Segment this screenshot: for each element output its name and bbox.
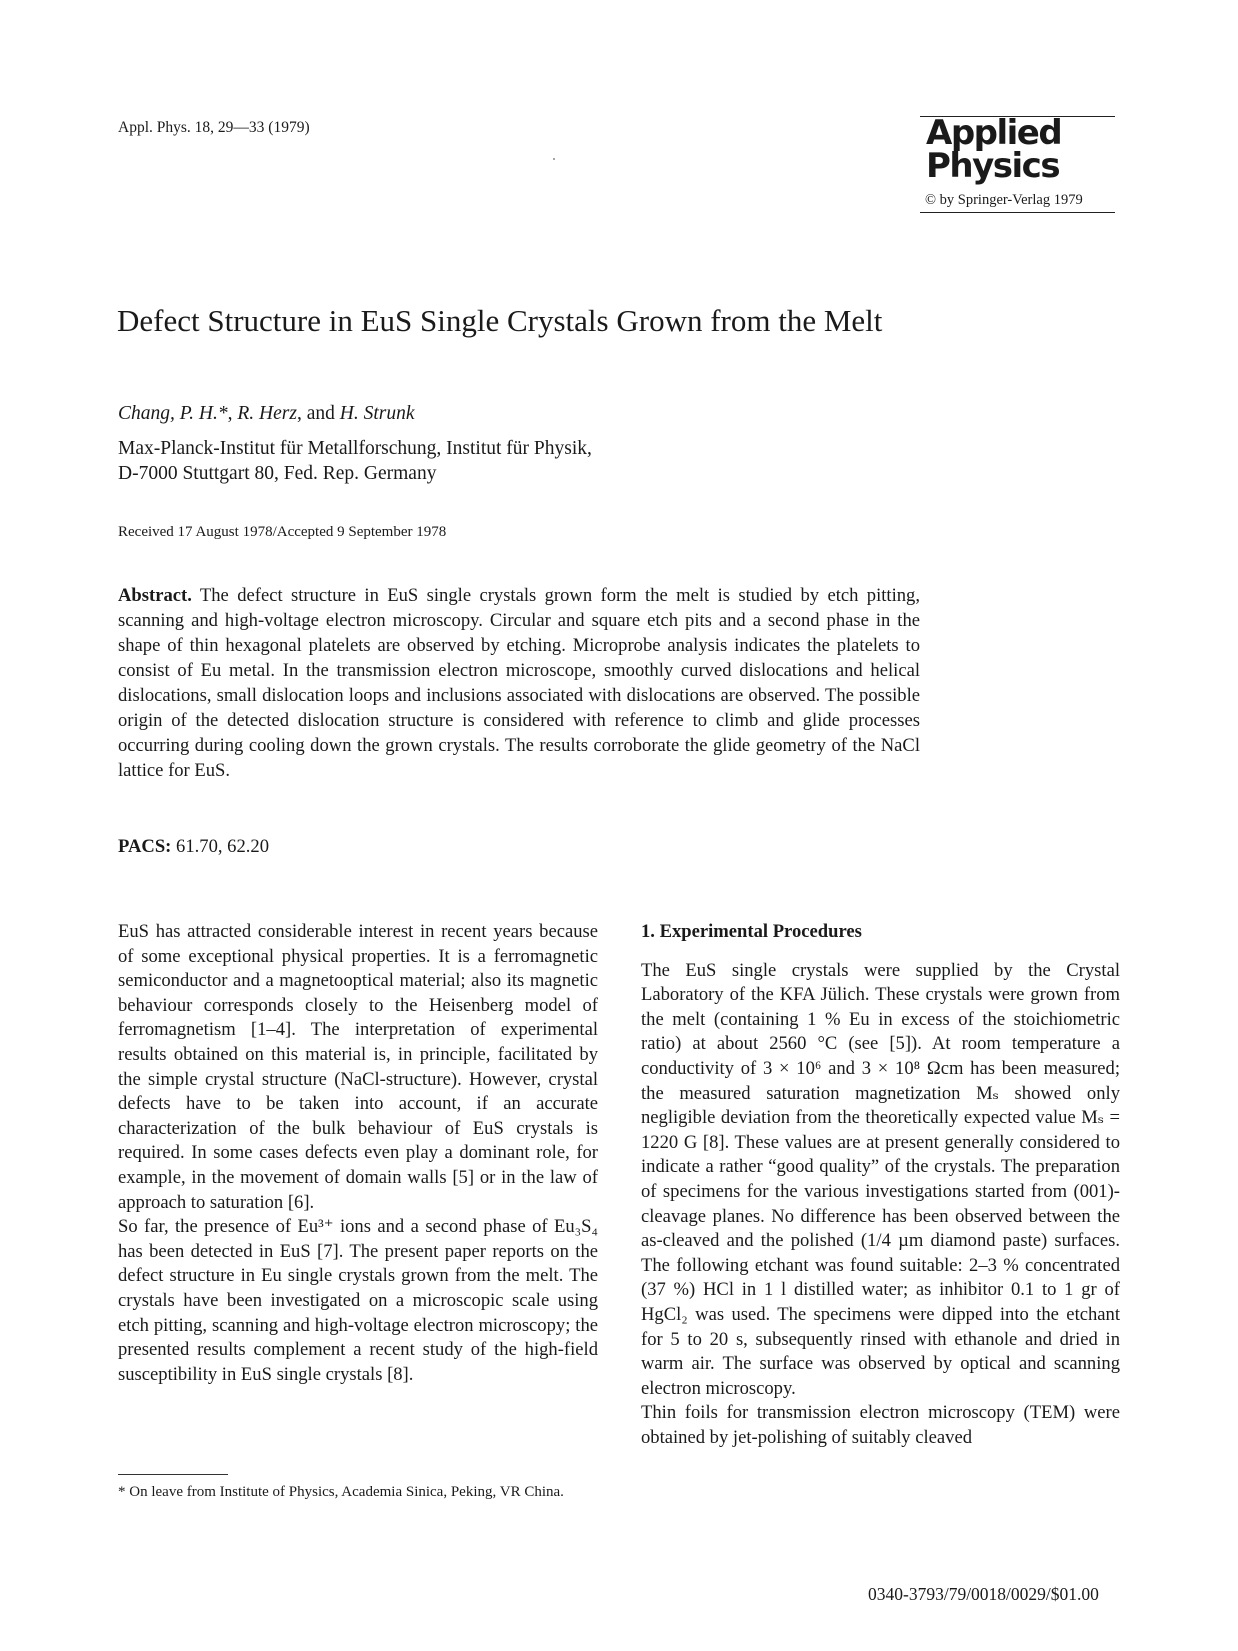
- abstract: [118, 583, 920, 783]
- article-code: 0340-3793/79/0018/0029/$01.00: [868, 1584, 1099, 1604]
- affiliation: [118, 436, 592, 486]
- article-title: Defect Structure in EuS Single Crystals Grown from the Melt: [117, 303, 883, 338]
- abstract-label: Abstract.: [118, 585, 192, 606]
- author-2: R. Herz: [237, 403, 297, 424]
- logo-bottom-rule: [920, 212, 1115, 213]
- intro-paragraph-2: So far, the presence of Eu³⁺ ions and a second phase of Eu₃S₄ has been detected in EuS [7]. The present paper reports on the defect structure in Eu single crystals grown from the melt. The crystals have been investigated on a microscopic scale using etch pitting, scanning and high-voltage electron microscopy; the presented results complement a recent study of the high-field susceptibility in EuS single crystals [8].: [118, 1216, 598, 1385]
- author-1: Chang, P. H.*: [118, 403, 228, 424]
- logo-copyright: © by Springer-Verlag 1979: [925, 192, 1083, 208]
- scan-speck: [553, 158, 555, 160]
- affiliation-line-2: D-7000 Stuttgart 80, Fed. Rep. Germany: [118, 463, 437, 484]
- methods-paragraph-2: Thin foils for transmission electron microscopy (TEM) were obtained by jet-polishing of suitably cleaved: [641, 1402, 1120, 1448]
- footnote-rule: [118, 1474, 228, 1475]
- abstract-text: The defect structure in EuS single crystals grown form the melt is studied by etch pitting, scanning and high-voltage electron microscopy. Circular and square etch pits and a second phase in the shape of thin hexagonal platelets are observed by etching. Microprobe analysis indicates the platelets to consist of Eu metal. In the transmission electron microscope, smoothly curved dislocations and helical dislocations, small dislocation loops and inclusions associated with dislocations are observed. The possible origin of the detected dislocation structure is considered with reference to climb and glide processes occurring during cooling down the grown crystals. The results corroborate the glide geometry of the NaCl lattice for EuS.: [118, 585, 921, 781]
- pacs-label: PACS:: [118, 836, 172, 857]
- section-heading: 1. Experimental Procedures: [641, 921, 862, 942]
- logo-word-physics: Physics: [926, 146, 1060, 186]
- affiliation-line-1: Max-Planck-Institut für Metallforschung, Institut für Physik,: [118, 438, 592, 459]
- footnote: * On leave from Institute of Physics, Academia Sinica, Peking, VR China.: [118, 1484, 564, 1500]
- pacs-value: 61.70, 62.20: [176, 836, 269, 857]
- author-3: H. Strunk: [339, 403, 415, 424]
- journal-reference: Appl. Phys. 18, 29—33 (1979): [118, 119, 310, 136]
- received-dates: Received 17 August 1978/Accepted 9 September 1978: [118, 524, 447, 540]
- author-conjunction: and: [306, 403, 335, 424]
- methods-paragraph-1: The EuS single crystals were supplied by the Crystal Laboratory of the KFA Jülich. These crystals were grown from the melt (containing 1 % Eu in excess of the stoichiometric ratio) at about 2560 °C (see [5]). At room temperature a conductivity of 3 × 10⁶ and 3 × 10⁸ Ωcm has been measured; the measured saturation magnetization Mₛ showed only negligible deviation from the theoretically expected value Mₛ = 1220 G [8]. These values are at present generally considered to indicate a rather “good quality” of the crystals. The preparation of specimens for the various investigations started from (001)-cleavage planes. No difference has been observed between the as-cleaved and the polished (1/4 µm diamond paste) surfaces. The following etchant was found suitable: 2–3 % concentrated (37 %) HCl in 1 l distilled water; as inhibitor 0.1 to 1 gr of HgCl₂ was used. The specimens were dipped into the etchant for 5 to 20 s, subsequently rinsed with ethanole and dried in warm air. The surface was observed by optical and scanning electron microscopy.: [641, 959, 1120, 1399]
- pacs-codes: [118, 836, 269, 858]
- journal-logo: [920, 113, 1115, 213]
- left-column: [118, 920, 598, 1387]
- logo-word-applied: Applied: [926, 113, 1062, 153]
- right-column: [641, 920, 1120, 1450]
- author-list: Chang, P. H.*, R. Herz, and H. Strunk: [118, 403, 415, 424]
- intro-paragraph-1: EuS has attracted considerable interest in recent years because of some exceptional physical properties. It is a ferromagnetic semiconductor and a magnetooptical material; also its magnetic behaviour corresponds closely to the Heisenberg model of ferromagnetism [1–4]. The interpretation of experimental results obtained on this material is, in principle, facilitated by the simple crystal structure (NaCl-structure). However, crystal defects have to be taken into account, if an accurate characterization of the bulk behaviour of EuS crystals is required. In some cases defects even play a dominant role, for example, in the movement of domain walls [5] or in the law of approach to saturation [6].: [118, 921, 598, 1213]
